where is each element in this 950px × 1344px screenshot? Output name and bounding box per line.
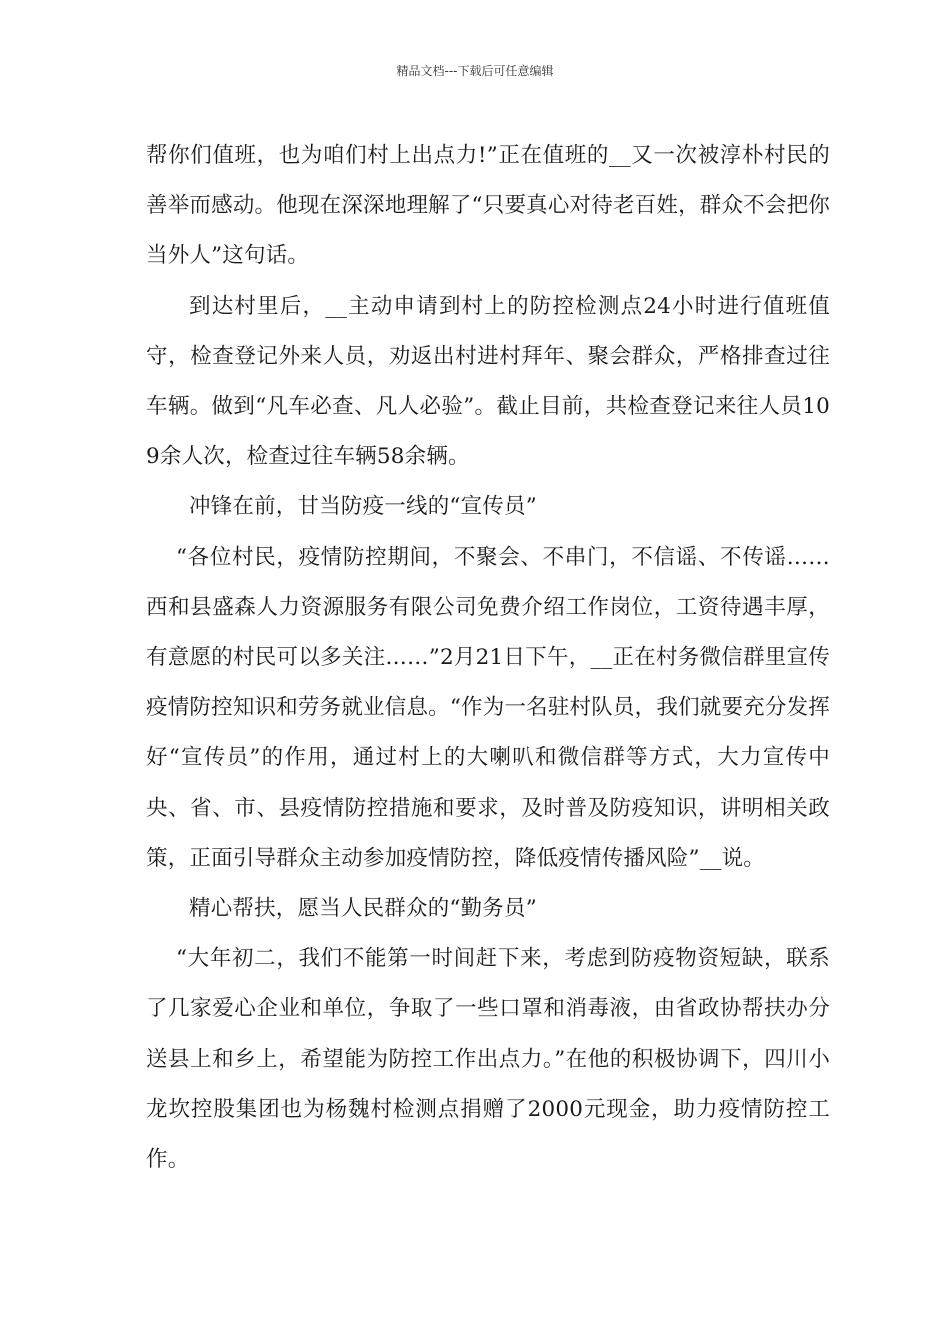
paragraph-donation-quote: “大年初二，我们不能第一时间赶下来，考虑到防疫物资短缺，联系了几家爱心企业和单位，争取了一些口罩和消毒液，由省政协帮扶办分送县上和乡上，希望能为防控工作出点力。”在他的积极协调下，四川小龙坎控股集团也为杨魏村检测点捐赠了2000元现金，助力疫情防控工作。 [146,946,830,1173]
document-body [146,131,830,1185]
page-header: 精品文档---下载后可任意编辑 [396,64,554,78]
paragraph-checkpoint-duty: 到达村里后，__主动申请到村上的防控检测点24小时进行值班值守，检查登记外来人员，劝返出村进村拜年、聚会群众，严格排查过往车辆。做到“凡车必查、凡人必验”。截止目前，共检查登记来往人员109余人次，检查过往车辆58余辆。 [146,293,830,470]
section-heading-propagandist: 冲锋在前，甘当防疫一线的“宣传员” [189,494,537,520]
section-heading-orderly: 精心帮扶，愿当人民群众的“勤务员” [189,896,537,922]
paragraph-propaganda-quote: “各位村民，疫情防控期间，不聚会、不串门，不信谣、不传谣……西和县盛森人力资源服务有限公司免费介绍工作岗位，工资待遇丰厚，有意愿的村民可以多关注……”2月21日下午，__正在村务微信群里宣传疫情防控知识和劳务就业信息。“作为一名驻村队员，我们就要充分发挥好“宣传员”的作用，通过村上的大喇叭和微信群等方式，大力宣传中央、省、市、县疫情防控措施和要求，及时普及防疫知识，讲明相关政策，正面引导群众主动参加疫情防控，降低疫情传播风险”__说。 [146,544,830,871]
paragraph-continuation: 帮你们值班，也为咱们村上出点力!”正在值班的__又一次被淳朴村民的善举而感动。他现在深深地理解了“只要真心对待老百姓，群众不会把你当外人”这句话。 [146,143,830,269]
